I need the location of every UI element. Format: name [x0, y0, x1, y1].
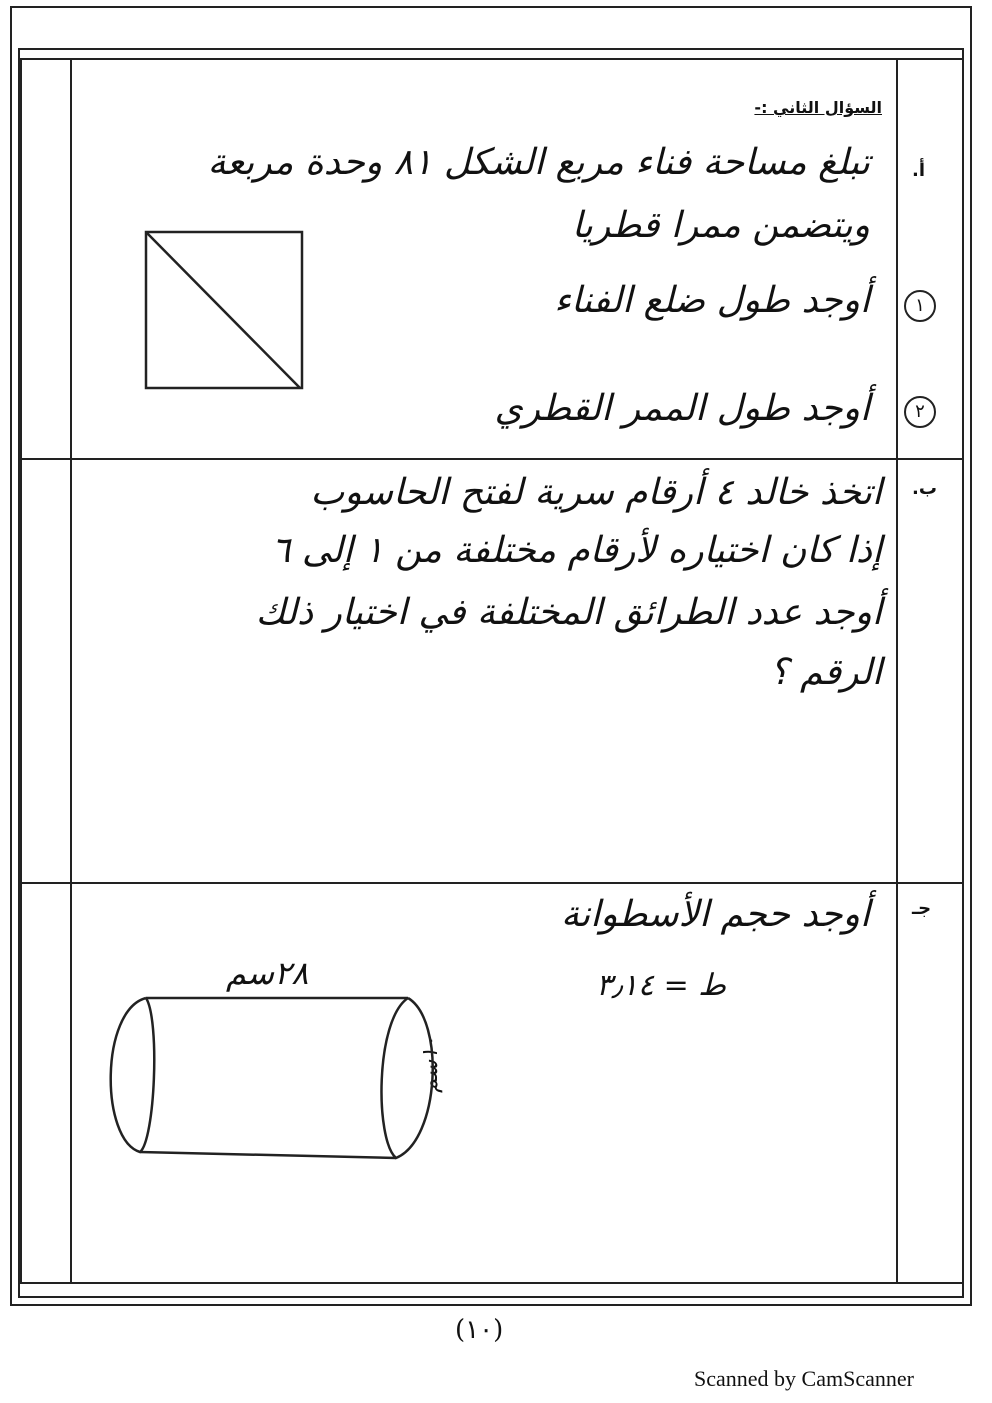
square-diagram — [140, 226, 310, 396]
item-number-1: ١ — [904, 290, 936, 322]
part-b-line2: إذا كان اختياره لأرقام مختلفة من ١ إلى ٦ — [271, 530, 882, 571]
part-c-label: جـ — [912, 898, 932, 919]
pi-note: ط = ٣٫١٤ — [595, 968, 726, 1003]
part-c-text: أوجد حجم الأسطوانة — [560, 894, 870, 935]
cylinder-length-label: ٢٨سم — [226, 954, 309, 992]
question-title: السؤال الثاني :- — [754, 98, 882, 117]
cylinder-diameter-label: ١٠سم — [417, 1036, 443, 1093]
row-divider-1 — [20, 458, 964, 460]
row-divider-2 — [20, 882, 964, 884]
part-a-line1: تبلغ مساحة فناء مربع الشكل ٨١ وحدة مربعة — [207, 142, 870, 183]
part-b-label: ب. — [912, 478, 937, 499]
part-a-line2: ويتضمن ممرا قطريا — [571, 205, 870, 246]
part-a-item2: أوجد طول الممر القطري — [494, 388, 870, 429]
part-a-label: أ. — [912, 160, 926, 181]
part-b-line3: أوجد عدد الطرائق المختلفة في اختيار ذلك — [255, 592, 882, 633]
page-number: (١٠) — [455, 1315, 504, 1345]
item-number-2: ٢ — [904, 396, 936, 428]
cylinder-diagram — [100, 990, 460, 1170]
table-right-column-line — [896, 58, 898, 1284]
part-b-line1: اتخذ خالد ٤ أرقام سرية لفتح الحاسوب — [310, 472, 882, 513]
scanner-footer: Scanned by CamScanner — [694, 1366, 914, 1391]
part-a-item1: أوجد طول ضلع الفناء — [554, 280, 870, 321]
table-left-column-line — [70, 58, 72, 1284]
part-b-line4: الرقم ؟ — [769, 652, 882, 693]
